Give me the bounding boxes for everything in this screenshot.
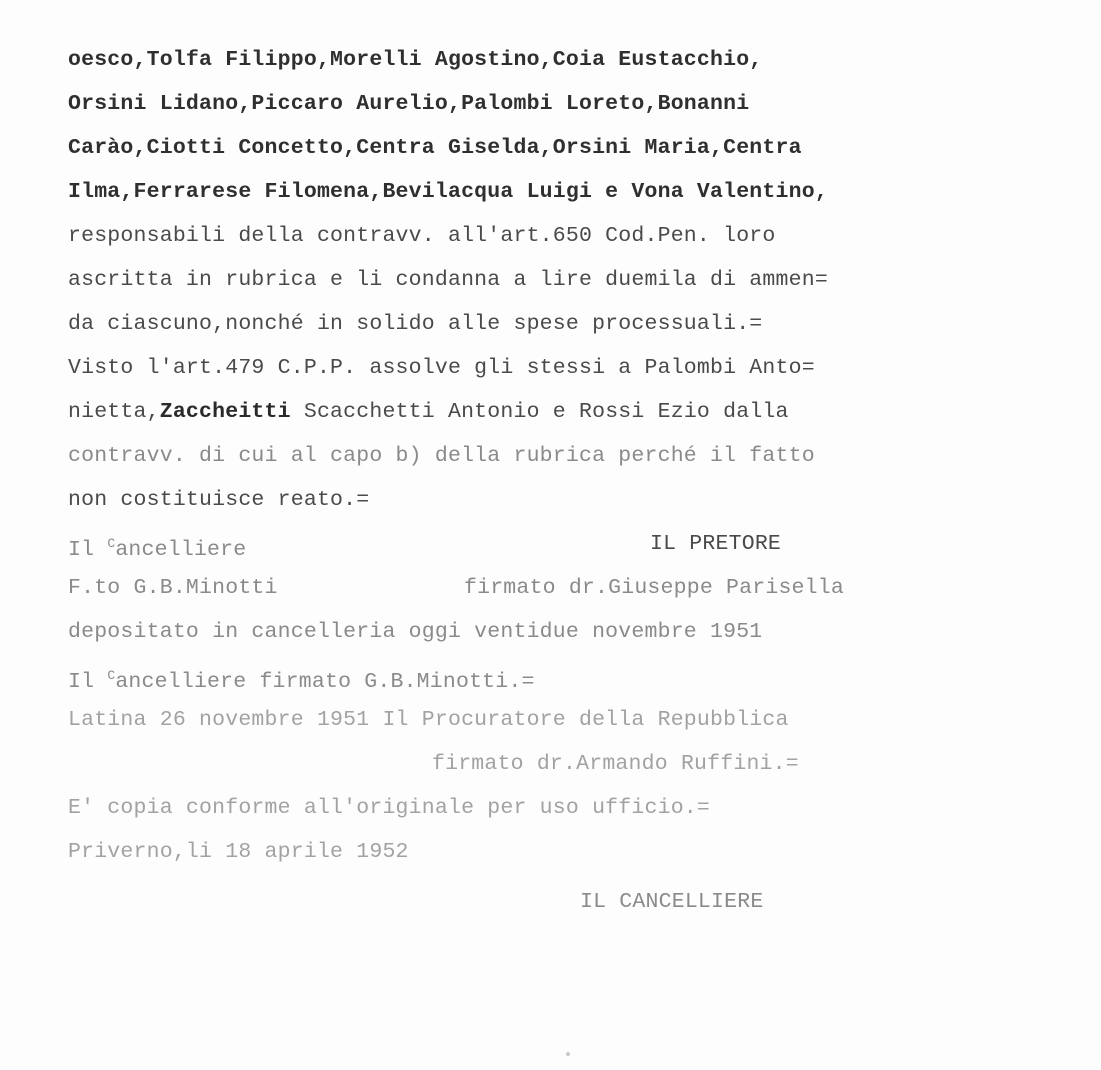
text-line-11: non costituisce reato.= <box>68 488 370 512</box>
text-line-3: Carào,Ciotti Concetto,Centra Giselda,Orsini Maria,Centra <box>68 136 802 160</box>
text-line-priverno-date: Priverno,li 18 aprile 1952 <box>68 840 409 864</box>
text-line-copia-conforme: E' copia conforme all'originale per uso ufficio.= <box>68 796 711 820</box>
signature-block-cancelliere <box>68 530 246 564</box>
text-line-1: oesco,Tolfa Filippo,Morelli Agostino,Coia Eustacchio, <box>68 48 763 72</box>
text-line-cancelliere-firmato <box>68 662 535 696</box>
text-line-deposit: depositato in cancelleria oggi ventidue novembre 1951 <box>68 620 763 644</box>
text-line-9 <box>68 398 789 426</box>
text-line-9-end: Scacchetti Antonio e Rossi Ezio dalla <box>290 400 789 424</box>
struck-out-word: Zaccheitti <box>159 400 291 424</box>
label-ancelliere: ancelliere <box>115 538 247 562</box>
label-il-cancelliere: IL CANCELLIERE <box>580 890 764 914</box>
text-line-9-start: nietta, <box>68 400 160 424</box>
label-il-2: Il <box>68 670 108 694</box>
superscript-c: C <box>107 536 116 551</box>
label-il-pretore: IL PRETORE <box>650 532 782 556</box>
text-line-4: Ilma,Ferrarese Filomena,Bevilacqua Luigi e Vona Valentino, <box>68 180 828 204</box>
text-line-2: Orsini Lidano,Piccaro Aurelio,Palombi Loreto,Bonanni <box>68 92 750 116</box>
text-line-latina: Latina 26 novembre 1951 Il Procuratore della Repubblica <box>68 708 789 732</box>
label-il: Il <box>68 538 108 562</box>
signature-ruffini: firmato dr.Armando Ruffini.= <box>432 752 799 776</box>
signature-parisella: firmato dr.Giuseppe Parisella <box>464 576 844 600</box>
text-line-7: da ciascuno,nonché in solido alle spese processuali.= <box>68 312 763 336</box>
signature-minotti: F.to G.B.Minotti <box>68 576 278 600</box>
text-line-8: Visto l'art.479 C.P.P. assolve gli stessi a Palombi Anto= <box>68 356 815 380</box>
text-line-5: responsabili della contravv. all'art.650 Cod.Pen. loro <box>68 224 776 248</box>
page-speck <box>566 1052 570 1056</box>
superscript-c-2: C <box>107 668 116 683</box>
label-ancelliere-firmato: ancelliere firmato G.B.Minotti.= <box>115 670 535 694</box>
text-line-6: ascritta in rubrica e li condanna a lire duemila di ammen= <box>68 268 828 292</box>
text-line-10: contravv. di cui al capo b) della rubrica perché il fatto <box>68 444 815 468</box>
